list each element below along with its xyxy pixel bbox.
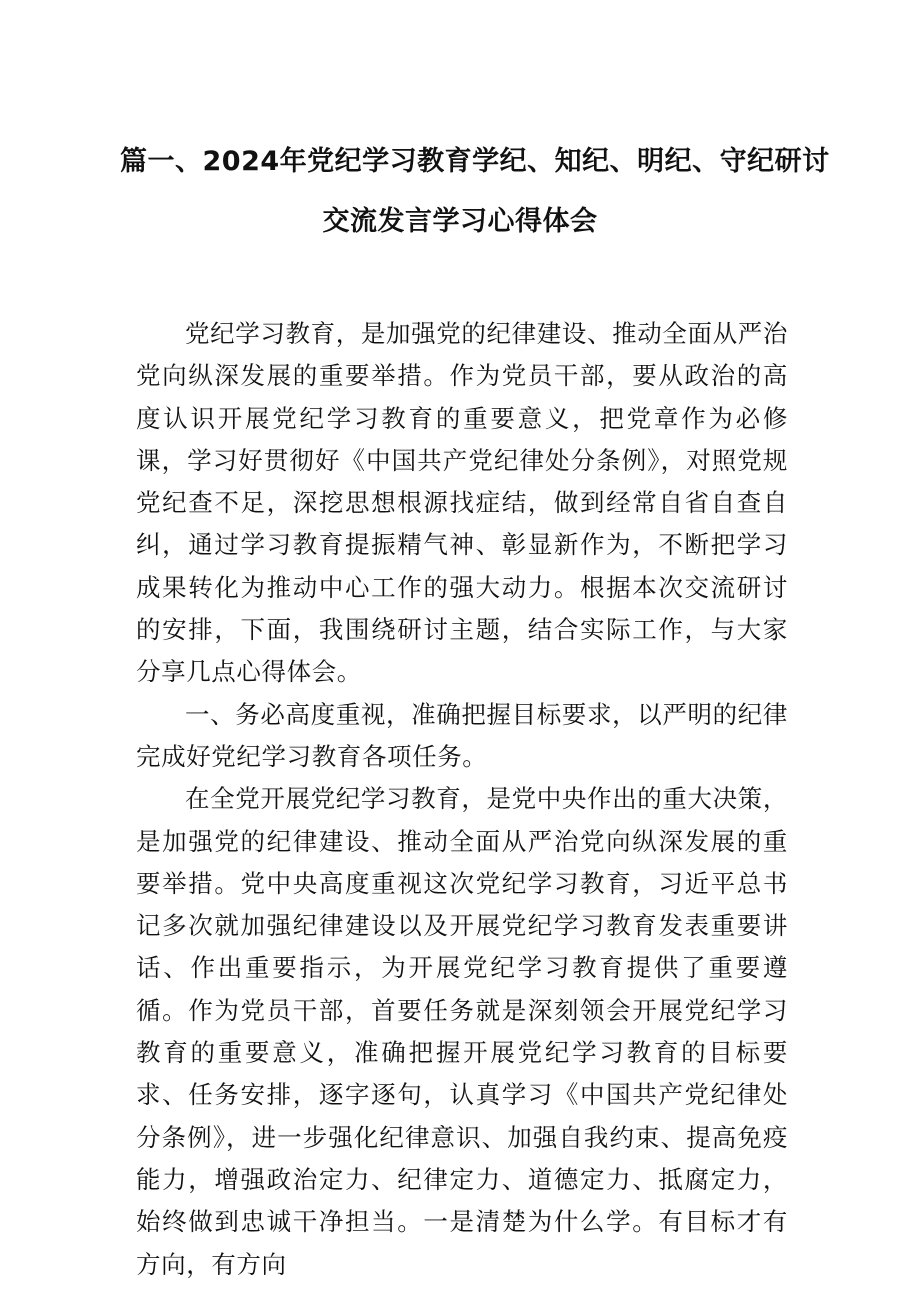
document-title-line-1: 篇一、2024年党纪学习教育学纪、知纪、明纪、守纪研讨 [120,146,830,177]
document-title-line-2: 交流发言学习心得体会 [322,206,598,237]
paragraph-section-heading-1: 一、务必高度重视，准确把握目标要求，以严明的纪律完成好党纪学习教育各项任务。 [136,699,788,771]
document-body [136,313,788,1286]
paragraph-intro: 党纪学习教育，是加强党的纪律建设、推动全面从严治党向纵深发展的重要举措。作为党员干部，要从政治的高度认识开展党纪学习教育的重要意义，把党章作为必修课，学习好贯彻好《中国共产党纪律处分条例》，对照党规党纪查不足，深挖思想根源找症结，做到经常自省自查自纠，通过学习教育提振精气神、彰显新作为，不断把学习成果转化为推动中心工作的强大动力。根据本次交流研讨的安排，下面，我围绕研讨主题，结合实际工作，与大家分享几点心得体会。 [136,319,788,687]
paragraph-section-body-1: 在全党开展党纪学习教育，是党中央作出的重大决策，是加强党的纪律建设、推动全面从严治党向纵深发展的重要举措。党中央高度重视这次党纪学习教育，习近平总书记多次就加强纪律建设以及开展党纪学习教育发表重要讲话、作出重要指示，为开展党纪学习教育提供了重要遵循。作为党员干部，首要任务就是深刻领会开展党纪学习教育的重要意义，准确把握开展党纪学习教育的目标要求、任务安排，逐字逐句，认真学习《中国共产党纪律处分条例》，进一步强化纪律意识、加强自我约束、提高免疫能力，增强政治定力、纪律定力、道德定力、抵腐定力，始终做到忠诚干净担当。一是清楚为什么学。有目标才有方向，有方向 [136,784,788,1279]
